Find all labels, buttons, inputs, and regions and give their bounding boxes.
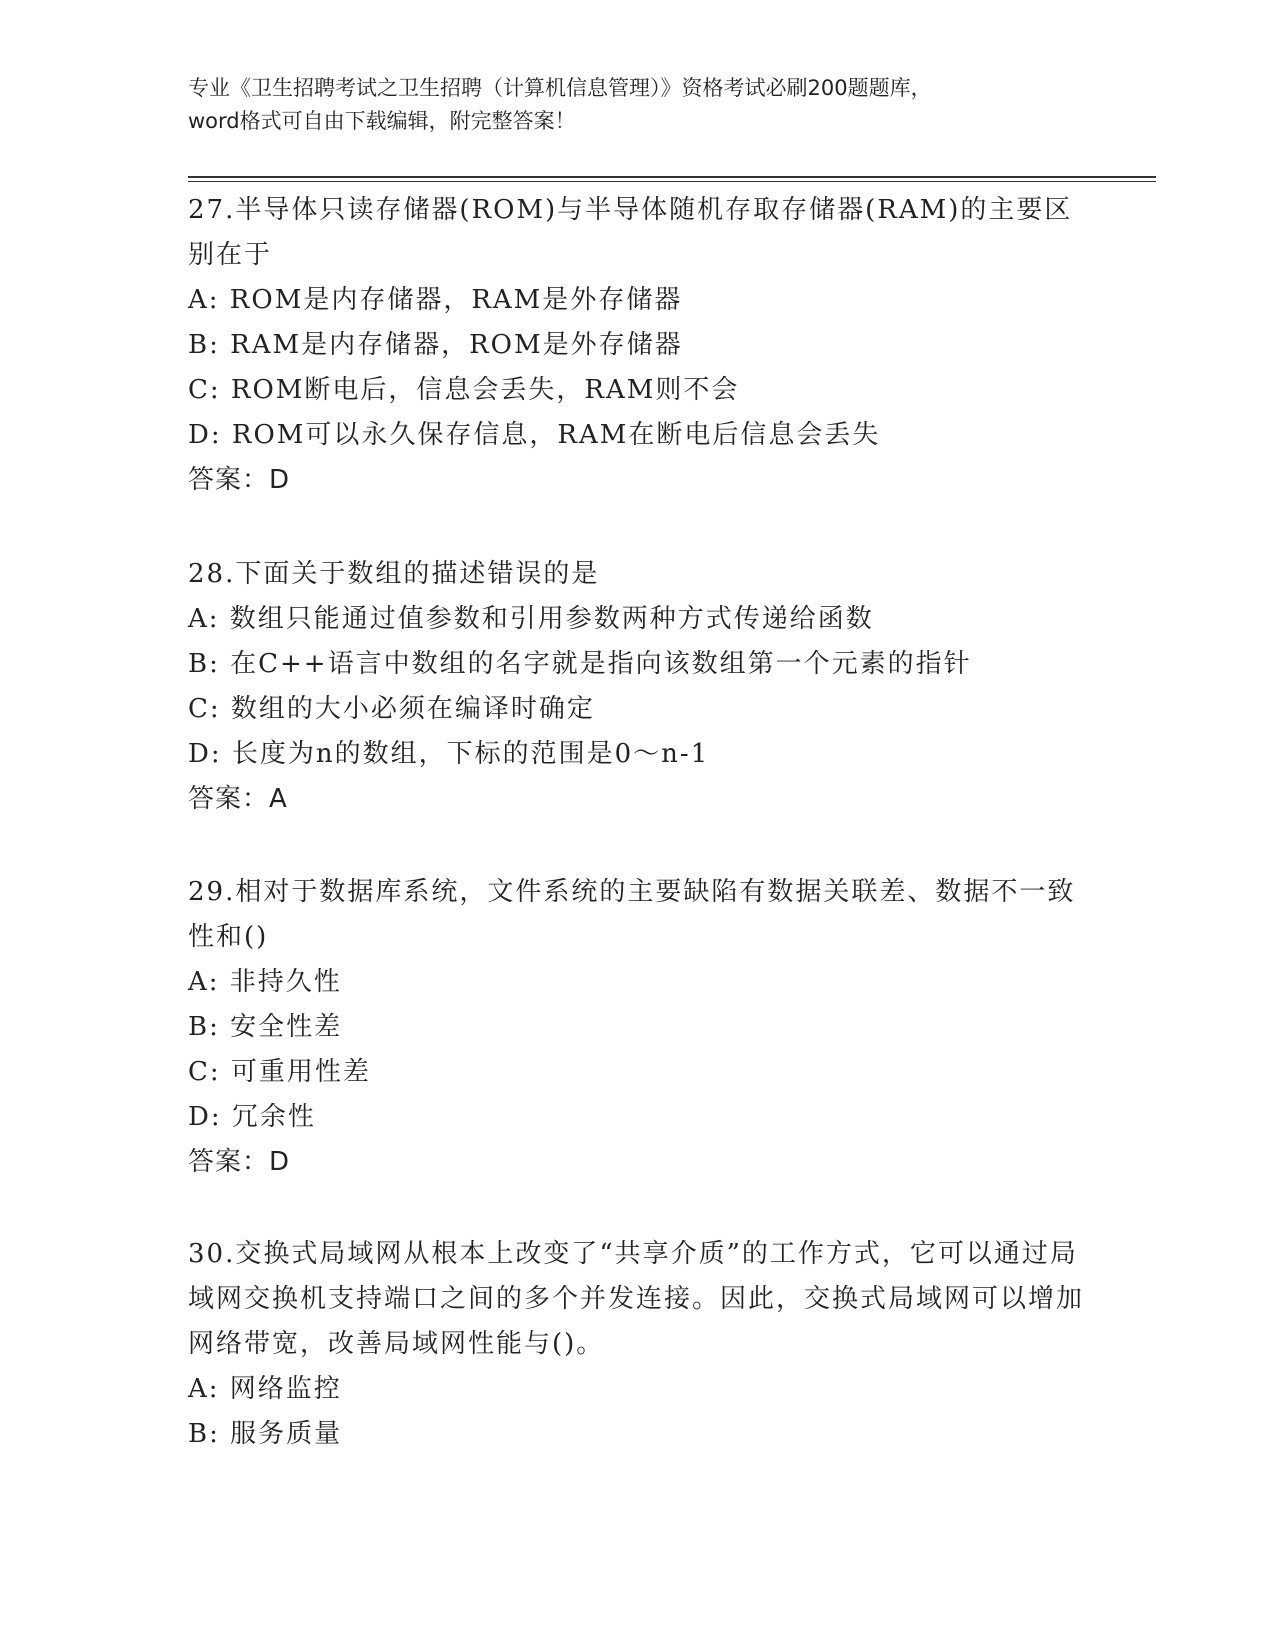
option-a: A: 数组只能通过值参数和引用参数两种方式传递给函数 xyxy=(188,604,874,634)
option-c: C: ROM断电后，信息会丢失，RAM则不会 xyxy=(188,375,740,405)
header-divider-thin xyxy=(188,181,1156,182)
option-a: A: 非持久性 xyxy=(188,967,342,997)
option-b: B: 安全性差 xyxy=(188,1012,343,1042)
question-28 xyxy=(188,552,1088,822)
option-b: B: 在C++语言中数组的名字就是指向该数组第一个元素的指针 xyxy=(188,649,972,679)
option-c: C: 可重用性差 xyxy=(188,1057,371,1087)
option-c: C: 数组的大小必须在编译时确定 xyxy=(188,694,595,724)
header-line-1: 专业《卫生招聘考试之卫生招聘（计算机信息管理）》资格考试必刷200题题库， xyxy=(188,76,932,100)
answer-label: 答案：D xyxy=(188,1147,291,1177)
option-d: D: 长度为n的数组，下标的范围是0～n-1 xyxy=(188,739,710,769)
question-stem: 30.交换式局域网从根本上改变了“共享介质”的工作方式，它可以通过局域网交换机支持端口之间的多个并发连接。因此，交换式局域网可以增加网络带宽，改善局域网性能与()。 xyxy=(188,1239,1085,1359)
question-29 xyxy=(188,870,1088,1185)
answer-label: 答案：D xyxy=(188,465,291,495)
option-b: B: 服务质量 xyxy=(188,1419,343,1449)
option-d: D: ROM可以永久保存信息，RAM在断电后信息会丢失 xyxy=(188,420,881,450)
option-b: B: RAM是内存储器，ROM是外存储器 xyxy=(188,330,683,360)
option-a: A: 网络监控 xyxy=(188,1374,342,1404)
question-stem: 27.半导体只读存储器(ROM)与半导体随机存取存储器(RAM)的主要区别在于 xyxy=(188,195,1073,270)
document-header xyxy=(188,72,1088,138)
question-27 xyxy=(188,188,1088,503)
question-stem: 29.相对于数据库系统，文件系统的主要缺陷有数据关联差、数据不一致性和() xyxy=(188,877,1076,952)
question-30 xyxy=(188,1232,1088,1457)
option-d: D: 冗余性 xyxy=(188,1102,316,1132)
header-line-2: word格式可自由下载编辑，附完整答案！ xyxy=(188,109,576,133)
option-a: A: ROM是内存储器，RAM是外存储器 xyxy=(188,285,683,315)
answer-label: 答案：A xyxy=(188,784,288,814)
question-stem: 28.下面关于数组的描述错误的是 xyxy=(188,559,600,589)
header-divider-thick xyxy=(188,176,1156,178)
